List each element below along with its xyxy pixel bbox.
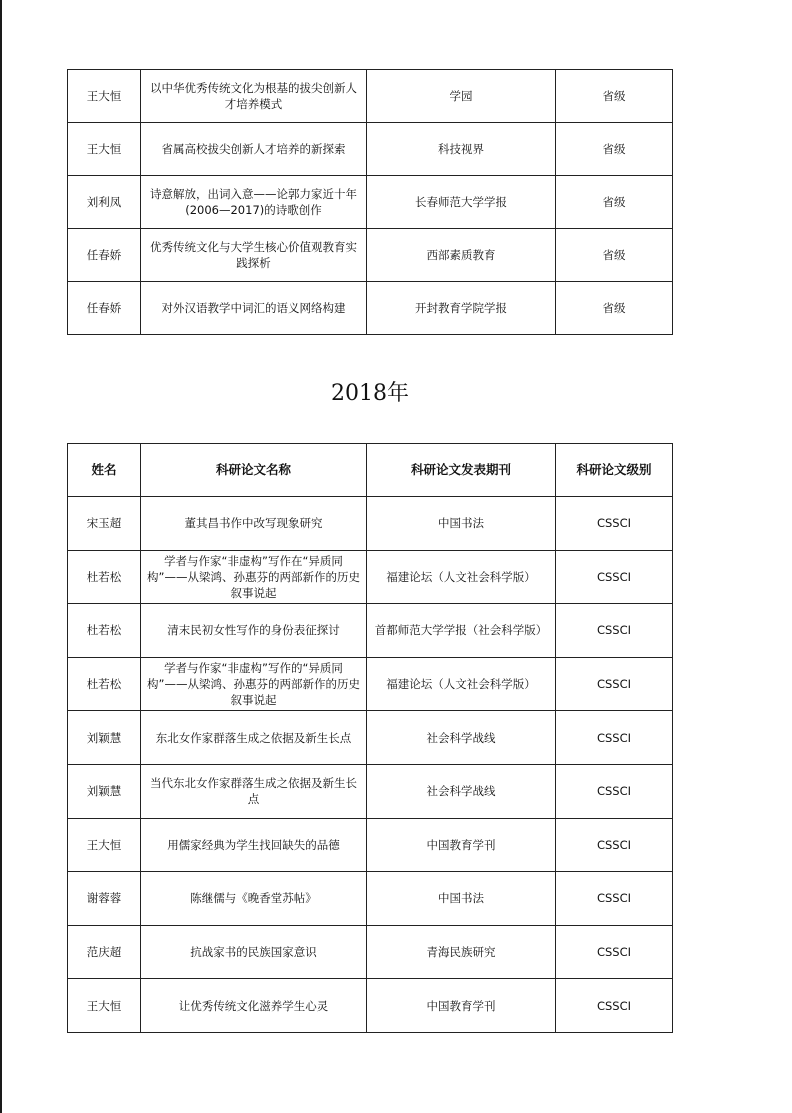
paper-title-cell: 清末民初女性写作的身份表征探讨: [141, 604, 367, 658]
table-row: [68, 176, 673, 229]
table-row: [68, 979, 673, 1033]
papers-table-2018-body: [68, 497, 673, 1033]
author-cell: 刘颖慧: [68, 711, 141, 765]
paper-title-cell: 陈继儒与《晚香堂苏帖》: [141, 872, 367, 926]
paper-title-cell: 董其昌书作中改写现象研究: [141, 497, 367, 551]
year-heading: 2018年: [331, 381, 409, 406]
table-row: [68, 657, 673, 711]
header-journal: 科研论文发表期刊: [367, 444, 556, 497]
paper-title-cell: 以中华优秀传统文化为根基的拔尖创新人才培养模式: [141, 70, 367, 123]
journal-cell: 西部素质教育: [367, 229, 556, 282]
author-cell: 范庆超: [68, 925, 141, 979]
paper-title-cell: 抗战家书的民族国家意识: [141, 925, 367, 979]
journal-cell: 学园: [367, 70, 556, 123]
journal-cell: 中国教育学刊: [367, 818, 556, 872]
journal-cell: 中国教育学刊: [367, 979, 556, 1033]
journal-cell: 社会科学战线: [367, 764, 556, 818]
table-row: [68, 282, 673, 335]
author-cell: 王大恒: [68, 979, 141, 1033]
paper-title-cell: 东北女作家群落生成之依据及新生长点: [141, 711, 367, 765]
level-cell: CSSCI: [556, 550, 673, 604]
paper-title-cell: 学者与作家“非虚构”写作在“异质同构”——从梁鸿、孙惠芬的两部新作的历史叙事说起: [141, 550, 367, 604]
papers-table-continued-body: [68, 70, 673, 335]
journal-cell: 中国书法: [367, 497, 556, 551]
table-row: [68, 818, 673, 872]
author-cell: 杜若松: [68, 604, 141, 658]
level-cell: 省级: [556, 123, 673, 176]
author-cell: 任春娇: [68, 282, 141, 335]
level-cell: CSSCI: [556, 818, 673, 872]
author-cell: 任春娇: [68, 229, 141, 282]
author-cell: 谢蓉蓉: [68, 872, 141, 926]
author-cell: 王大恒: [68, 123, 141, 176]
journal-cell: 福建论坛（人文社会科学版）: [367, 657, 556, 711]
paper-title-cell: 让优秀传统文化滋养学生心灵: [141, 979, 367, 1033]
paper-title-cell: 学者与作家“非虚构”写作的“异质同构”——从梁鸿、孙惠芬的两部新作的历史叙事说起: [141, 657, 367, 711]
journal-cell: 开封教育学院学报: [367, 282, 556, 335]
papers-table-continued: [67, 69, 673, 335]
paper-title-cell: 省属高校拔尖创新人才培养的新探索: [141, 123, 367, 176]
journal-cell: 青海民族研究: [367, 925, 556, 979]
author-cell: 王大恒: [68, 70, 141, 123]
level-cell: CSSCI: [556, 925, 673, 979]
table-row: [68, 70, 673, 123]
table-row: [68, 764, 673, 818]
table-row: [68, 229, 673, 282]
paper-title-cell: 用儒家经典为学生找回缺失的品德: [141, 818, 367, 872]
journal-cell: 首都师范大学学报（社会科学版）: [367, 604, 556, 658]
table-row: [68, 550, 673, 604]
journal-cell: 社会科学战线: [367, 711, 556, 765]
journal-cell: 科技视界: [367, 123, 556, 176]
table-row: [68, 872, 673, 926]
level-cell: CSSCI: [556, 604, 673, 658]
level-cell: CSSCI: [556, 764, 673, 818]
header-level: 科研论文级别: [556, 444, 673, 497]
journal-cell: 长春师范大学学报: [367, 176, 556, 229]
paper-title-cell: 当代东北女作家群落生成之依据及新生长点: [141, 764, 367, 818]
table-row: [68, 711, 673, 765]
level-cell: CSSCI: [556, 872, 673, 926]
level-cell: 省级: [556, 229, 673, 282]
page-left-edge: [0, 0, 2, 1113]
level-cell: 省级: [556, 70, 673, 123]
header-paper-title: 科研论文名称: [141, 444, 367, 497]
level-cell: 省级: [556, 176, 673, 229]
table-row: [68, 497, 673, 551]
table-header-row: [68, 444, 673, 497]
table-row: [68, 123, 673, 176]
author-cell: 杜若松: [68, 657, 141, 711]
level-cell: CSSCI: [556, 979, 673, 1033]
author-cell: 杜若松: [68, 550, 141, 604]
paper-title-cell: 优秀传统文化与大学生核心价值观教育实践探析: [141, 229, 367, 282]
table-row: [68, 925, 673, 979]
paper-title-cell: 对外汉语教学中词汇的语义网络构建: [141, 282, 367, 335]
header-name: 姓名: [68, 444, 141, 497]
journal-cell: 福建论坛（人文社会科学版）: [367, 550, 556, 604]
journal-cell: 中国书法: [367, 872, 556, 926]
level-cell: CSSCI: [556, 497, 673, 551]
author-cell: 刘利凤: [68, 176, 141, 229]
author-cell: 刘颖慧: [68, 764, 141, 818]
table-row: [68, 604, 673, 658]
author-cell: 王大恒: [68, 818, 141, 872]
level-cell: CSSCI: [556, 711, 673, 765]
level-cell: 省级: [556, 282, 673, 335]
paper-title-cell: 诗意解放，出词入意——论郭力家近十年(2006—2017)的诗歌创作: [141, 176, 367, 229]
level-cell: CSSCI: [556, 657, 673, 711]
author-cell: 宋玉超: [68, 497, 141, 551]
papers-table-2018: [67, 443, 673, 1033]
